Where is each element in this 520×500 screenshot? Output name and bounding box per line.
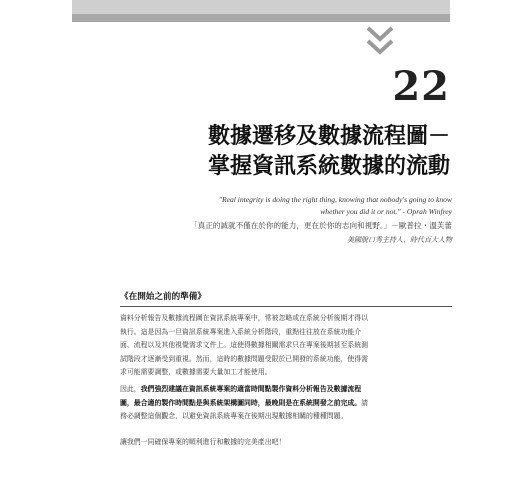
paragraph-2-line [120, 383, 452, 397]
header-band-shadow [72, 14, 450, 22]
section-divider [120, 306, 452, 307]
paragraph-2 [120, 383, 452, 424]
chapter-title-line-1: 數據遷移及數據流程圖－ [207, 124, 450, 149]
paragraph-1-line: 執行。這是因為一旦資訊系統專案進入系統分析階段，重點往往放在系統功能介 [120, 327, 362, 336]
paragraph-2-line [120, 397, 452, 411]
paragraph-3 [120, 436, 452, 450]
double-chevron-down-icon [366, 24, 394, 60]
paragraph-1-line: 試階段才逐漸受到重視。然而，這時的數據問題受限於已開發的系統功能，使得需 [120, 354, 369, 363]
paragraph-2-line: 務必調整這個觀念，以避免資訊系統專案在後期出現數據相關的種種問題。 [120, 412, 348, 420]
paragraph-1 [120, 312, 452, 380]
paragraph-2-tail: 請 [361, 398, 369, 407]
chapter-title [130, 122, 450, 182]
epigraph-english [130, 194, 452, 218]
section-heading: 《在開始之前的準備》 [120, 292, 206, 302]
paragraph-1-line: 資料分析報告及數據流程圖在資訊系統專案中，常被忽略或在系統分析後期才得以 [120, 314, 369, 322]
chapter-number: 22 [392, 63, 450, 110]
epigraph-english-line-1: "Real integrity is doing the right thing, knowing that nobody's going to know [218, 195, 452, 204]
epigraph-english-line-2: whether you did it or not." - Oprah Winfrey [320, 207, 452, 216]
paragraph-2-emphasis: 圖，最合適的製作時間點是與系統架構圖同時，最晚則是在系統開發之前完成。 [120, 398, 362, 407]
paragraph-1-line: 求可能需要調整，或數據需要大量加工才能使用。 [120, 368, 272, 376]
epigraph-chinese: 「真正的誠就不僅在於你的能力，更在於你的志向和視野。」－歐普拉・溫芙蕾 [190, 221, 452, 230]
header-band [72, 0, 450, 14]
paragraph-3-line: 讓我們一同確保專案的順利進行和數據的完美產出吧！ [120, 438, 286, 446]
paragraph-2-lead: 因此， [120, 385, 141, 393]
chapter-title-line-2: 掌握資訊系統數據的流動 [207, 154, 450, 179]
paragraph-2-emphasis: 我們強烈建議在資訊系統專案的適當時間點製作資料分析報告及數據流程 [140, 385, 362, 393]
epigraph-attribution: 美國脫口秀主持人、時代百大人物 [347, 236, 452, 244]
paragraph-1-line: 面、流程以及其他視覺需求文件上。這使得數據相關需求只在專案後期甚至系統測 [120, 341, 369, 349]
